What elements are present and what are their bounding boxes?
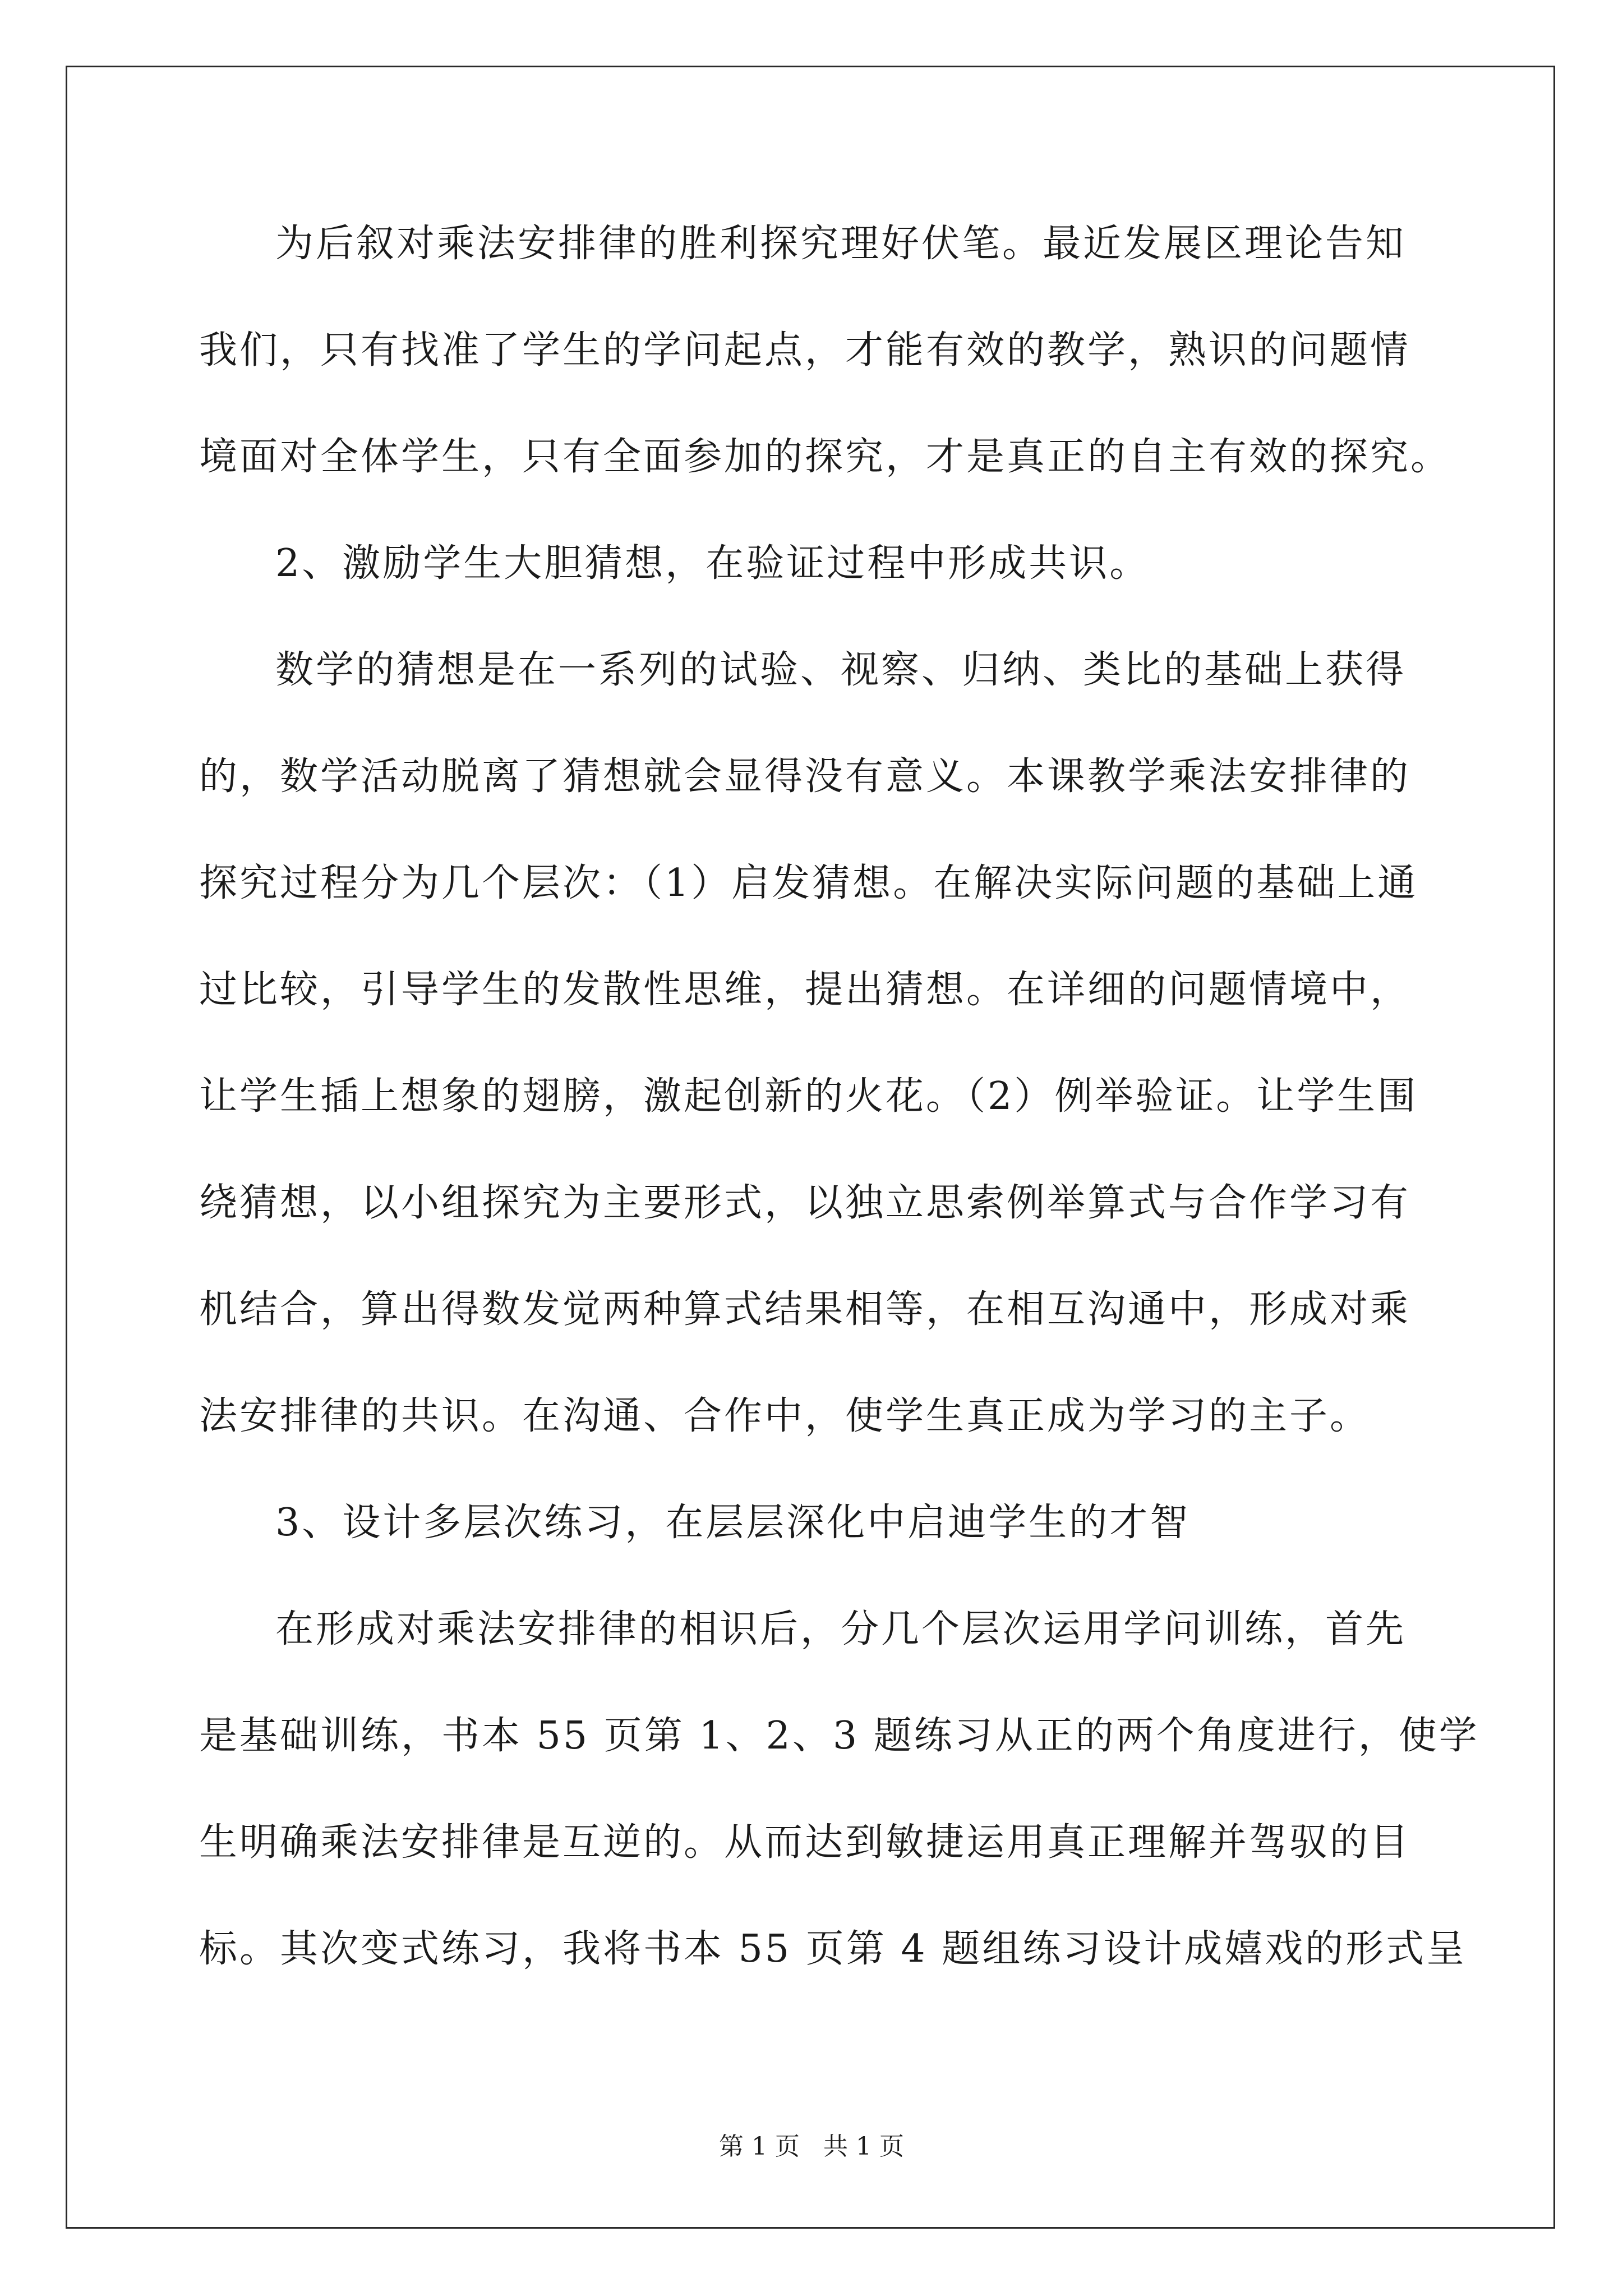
text-line-11: 机结合，算出得数发觉两种算式结果相等，在相互沟通中，形成对乘 [199, 1287, 1411, 1332]
text-line-6: 的，数学活动脱离了猜想就会显得没有意义。本课教学乘法安排律的 [199, 754, 1411, 799]
text-line-9: 让学生插上想象的翅膀，激起创新的火花。（2）例举验证。让学生围 [199, 1074, 1418, 1119]
page-footer: 第 1 页 共 1 页 [719, 2132, 904, 2161]
text-line-3: 境面对全体学生，只有全面参加的探究，才是真正的自主有效的探究。 [199, 435, 1451, 479]
text-line-15: 是基础训练，书本 55 页第 1、2、3 题练习从正的两个角度进行，使学 [199, 1714, 1479, 1758]
text-line-13: 3、设计多层次练习，在层层深化中启迪学生的才智 [275, 1501, 1191, 1545]
text-line-1: 为后叙对乘法安排律的胜利探究理好伏笔。最近发展区理论告知 [275, 222, 1407, 266]
text-line-8: 过比较，引导学生的发散性思维，提出猜想。在详细的问题情境中， [199, 968, 1411, 1012]
document-body [199, 213, 1479, 2025]
text-line-10: 绕猜想，以小组探究为主要形式，以独立思索例举算式与合作学习有 [199, 1181, 1411, 1225]
text-line-4: 2、激励学生大胆猜想，在验证过程中形成共识。 [275, 541, 1150, 586]
text-line-7: 探究过程分为几个层次：（1）启发猜想。在解决实际问题的基础上通 [199, 861, 1418, 905]
text-line-5: 数学的猜想是在一系列的试验、视察、归纳、类比的基础上获得 [275, 648, 1407, 692]
text-line-17: 标。其次变式练习，我将书本 55 页第 4 题组练习设计成嬉戏的形式呈 [199, 1927, 1467, 1971]
text-line-14: 在形成对乘法安排律的相识后，分几个层次运用学问训练，首先 [275, 1607, 1407, 1651]
text-line-16: 生明确乘法安排律是互逆的。从而达到敏捷运用真正理解并驾驭的目 [199, 1820, 1411, 1865]
text-line-12: 法安排律的共识。在沟通、合作中，使学生真正成为学习的主子。 [199, 1394, 1371, 1438]
text-line-2: 我们，只有找准了学生的学问起点，才能有效的教学，熟识的问题情 [199, 328, 1411, 372]
